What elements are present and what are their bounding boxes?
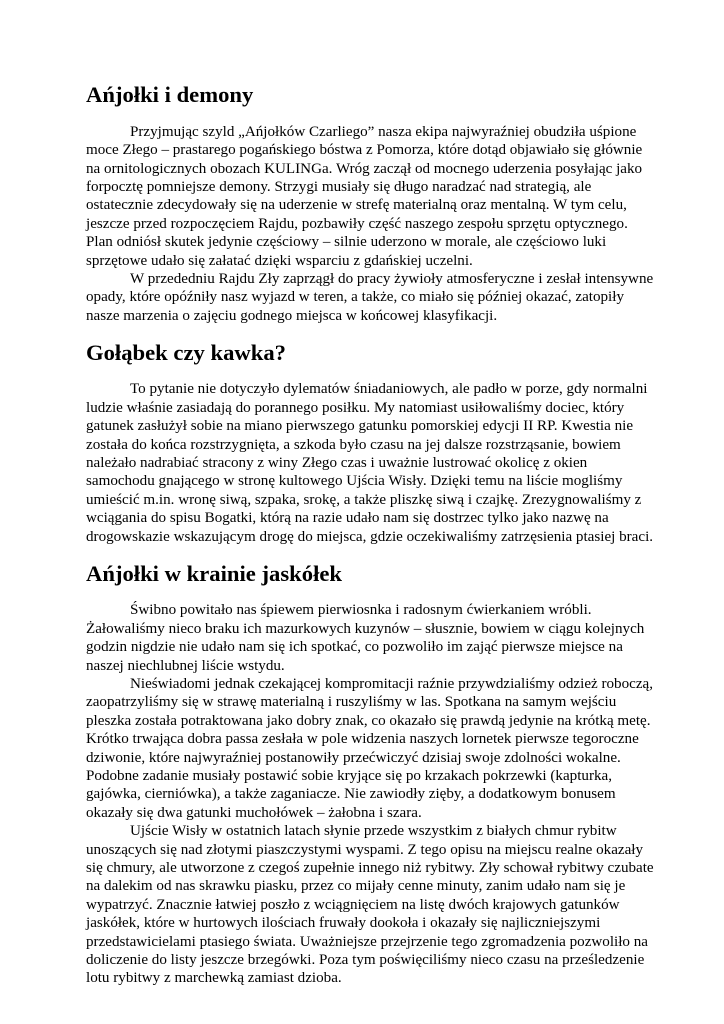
section-anjolki-w-krainie-jaskolek bbox=[86, 560, 654, 988]
text-line: na dalekim od nas skrawku piasku, przez co mijały cenne minuty, zanim udało nam się je bbox=[86, 878, 626, 895]
text-line: Ujście Wisły w ostatnich latach słynie przede wszystkim z białych chmur rybitw bbox=[130, 823, 617, 840]
text-line: zaopatrzyliśmy się w strawę materialną i ruszyliśmy w las. Spotkana na samym wejściu bbox=[86, 694, 617, 711]
text-line: lotu rybitwy z marchewką zamiast dzioba. bbox=[86, 970, 342, 987]
section-anjolki-i-demony bbox=[86, 82, 654, 325]
text-line: jeszcze przed rozpoczęciem Rajdu, pozbawiły część naszego zespołu sprzętu optycznego. bbox=[86, 215, 628, 232]
text-line: moce Złego – prastarego pogańskiego bóstwa z Pomorza, które dotąd objawiało się głównie bbox=[86, 142, 643, 159]
text-line: okazały się dwa gatunki muchołówek – żałobna i szara. bbox=[86, 804, 422, 821]
text-line: drogowskazie wskazującym drogę do miejsca, gdzie oczekiwaliśmy zatrzęsienia ptasiej braci. bbox=[86, 528, 654, 545]
text-line: unoszących się nad złotymi piaszczystymi wyspami. Z tego opisu na miejscu realne okazały bbox=[86, 841, 644, 858]
text-line: godzin nigdzie nie udało nam się ich spotkać, co pozwoliło im zająć pierwsze miejsce na bbox=[86, 639, 623, 656]
text-line: Podobne zadanie musiały postawić sobie kryjące się po krzakach pokrzewki (kapturka, bbox=[86, 767, 613, 784]
text-line: sprzętowe udało się załatać dzięki wsparciu z gdańskiej uczelni. bbox=[86, 252, 473, 269]
text-line: ludzie właśnie zasiadają do porannego posiłku. My natomiast usiłowaliśmy dociec, który bbox=[86, 399, 625, 416]
text-line: umieścić m.in. wronę siwą, szpaka, srokę, a także pliszkę siwą i czajkę. Zrezygnowaliśmy z bbox=[86, 491, 642, 508]
text-line: należało nadrabiać stracony z winy Złego czas i uważnie lustrować okolicę z okien bbox=[86, 455, 588, 472]
section-golabek-czy-kawka bbox=[86, 339, 654, 546]
text-line: Przyjmując szyld „Ańjołków Czarliego” nasza ekipa najwyraźniej obudziła uśpione bbox=[130, 123, 637, 140]
text-line: nasze marzenia o zajęciu godnego miejsca w końcowej klasyfikacji. bbox=[86, 307, 498, 324]
text-line: ostatecznie zdecydowały się na uderzenie w strefę materialną oraz mentalną. W tym celu, bbox=[86, 197, 627, 214]
text-line: opady, które opóźniły nasz wyjazd w teren, a także, co miało się później okazać, zatopiły bbox=[86, 289, 624, 306]
text-line: Żałowaliśmy nieco braku ich mazurkowych kuzynów – słusznie, bowiem w ciągu kolejnych bbox=[86, 620, 645, 637]
text-line: gajówka, cierniówka), a także zaganiacze. Nie zawiodły zięby, a dodatkowym bonusem bbox=[86, 786, 616, 803]
text-line: dziwonie, które najwyraźniej postanowiły przećwiczyć dzisiaj swoje zdolności wokalne. bbox=[86, 749, 621, 766]
paragraph bbox=[86, 380, 654, 546]
text-line: samochodu gnającego w stronę kultowego Ujścia Wisły. Dzięki temu na liście mogliśmy bbox=[86, 473, 623, 490]
text-line: pleszka została potraktowana jako dobry znak, co okazało się prawdą jedynie na krótką metę. bbox=[86, 712, 651, 729]
text-line: Plan odniósł skutek jedynie częściowy – silnie uderzono w morale, ale częściowo luki bbox=[86, 234, 607, 251]
paragraph bbox=[86, 675, 654, 822]
text-line: Świbno powitało nas śpiewem pierwiosnka i radosnym ćwierkaniem wróbli. bbox=[130, 602, 592, 619]
text-line: przedstawicielami ptasiego świata. Uważniejsze przejrzenie tego zgromadzenia pozwoliło na bbox=[86, 933, 648, 950]
text-line: forpocztę pomniejsze demony. Strzygi musiały się długo naradzać nad strategią, ale bbox=[86, 179, 592, 196]
section-heading: Ańjołki i demony bbox=[86, 82, 254, 107]
text-line: doliczenie do listy jeszcze brzegówki. Poza tym poświęciliśmy nieco czasu na prześledzenie bbox=[86, 952, 645, 969]
text-line: na ornitologicznych obozach KULINGa. Wróg zaczął od mocnego uderzenia posyłając jako bbox=[86, 160, 643, 177]
text-line: Krótko trwająca dobra passa zesłała w pole widzenia naszych lornetek pierwsze tegoroczne bbox=[86, 731, 639, 748]
text-line: jaskółek, które w hurtowych ilościach fruwały dookoła i okazały się najliczniejszymi bbox=[86, 915, 601, 932]
paragraph bbox=[86, 601, 645, 675]
paragraph bbox=[86, 822, 654, 988]
text-line: wypatrzyć. Znacznie łatwiej poszło z wciągnięciem na listę dwóch krajowych gatunków bbox=[86, 896, 620, 913]
section-heading: Gołąbek czy kawka? bbox=[86, 339, 287, 365]
text-line: została do końca rozstrzygnięta, a szkoda było czasu na jej dalsze rozstrząsanie, bowiem bbox=[86, 436, 621, 453]
text-line: się chmury, ale utworzone z czegoś zupełnie innego niż rybitwy. Zły schował rybitwy czubate bbox=[86, 859, 654, 876]
text-line: gatunek zasłużył sobie na miano pierwszego gatunku pomorskiej edycji II RP. Kwestia nie bbox=[86, 418, 634, 435]
text-line: To pytanie nie dotyczyło dylematów śniadaniowych, ale padło w porze, gdy normalni bbox=[130, 381, 648, 398]
text-line: W przededniu Rajdu Zły zaprzągł do pracy żywioły atmosferyczne i zesłał intensywne bbox=[130, 271, 654, 288]
text-line: naszej niechlubnej liście wstydu. bbox=[86, 657, 285, 674]
text-line: Nieświadomi jednak czekającej kompromitacji raźnie przywdzialiśmy odzież roboczą, bbox=[130, 675, 654, 692]
paragraph bbox=[86, 123, 641, 270]
document-page bbox=[86, 82, 654, 988]
section-heading: Ańjołki w krainie jaskółek bbox=[86, 560, 343, 586]
paragraph bbox=[86, 270, 654, 325]
text-line: wciągania do spisu Bogatki, którą na razie udało nam się dostrzec tylko jako nazwę na bbox=[86, 510, 609, 527]
